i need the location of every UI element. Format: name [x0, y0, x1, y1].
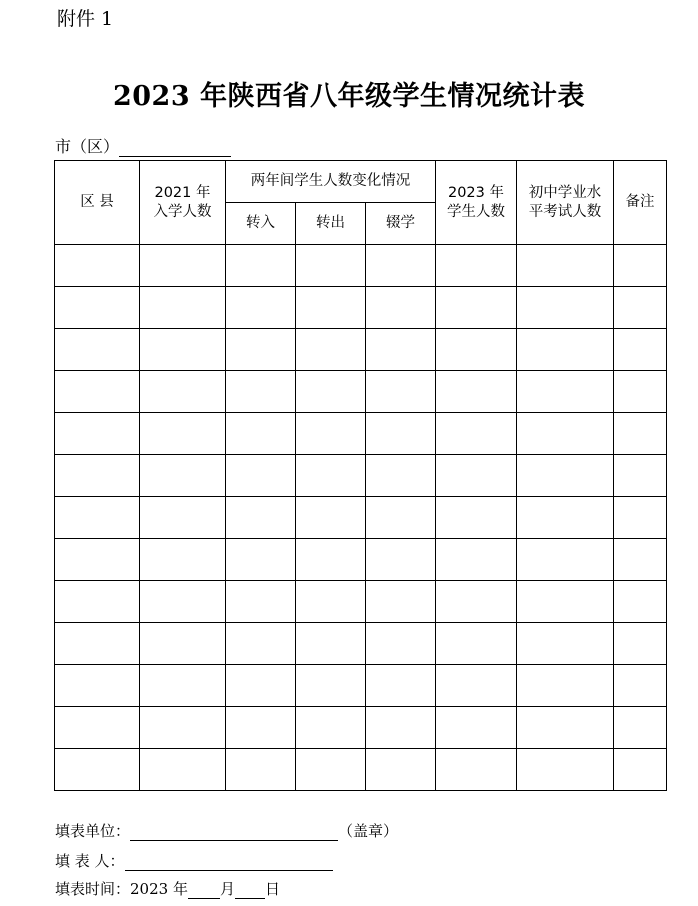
- table-row: [55, 371, 667, 413]
- table-cell[interactable]: [55, 539, 140, 581]
- table-cell[interactable]: [226, 287, 296, 329]
- table-cell[interactable]: [366, 539, 436, 581]
- header-enroll-2021-line1: 2021 年: [154, 184, 211, 201]
- table-cell[interactable]: [436, 749, 517, 791]
- statistics-table: [54, 160, 667, 791]
- table-cell[interactable]: [517, 749, 614, 791]
- table-cell[interactable]: [366, 371, 436, 413]
- table-cell[interactable]: [226, 245, 296, 287]
- table-cell[interactable]: [226, 623, 296, 665]
- day-blank-field[interactable]: [235, 883, 265, 899]
- table-cell[interactable]: [614, 623, 667, 665]
- page-title: 2023 年陕西省八年级学生情况统计表: [112, 81, 586, 112]
- table-cell[interactable]: [614, 329, 667, 371]
- header-district: 区 县: [55, 161, 140, 245]
- table-cell[interactable]: [366, 581, 436, 623]
- table-cell[interactable]: [140, 371, 226, 413]
- table-cell[interactable]: [55, 707, 140, 749]
- header-dropout: 辍学: [366, 203, 436, 245]
- table-cell[interactable]: [296, 287, 366, 329]
- table-row: [55, 539, 667, 581]
- table-cell[interactable]: [614, 371, 667, 413]
- table-cell[interactable]: [436, 371, 517, 413]
- table-cell[interactable]: [55, 581, 140, 623]
- table-cell[interactable]: [517, 413, 614, 455]
- table-cell[interactable]: [226, 707, 296, 749]
- table-cell[interactable]: [366, 623, 436, 665]
- header-enroll-2021: [140, 161, 226, 245]
- table-cell[interactable]: [296, 455, 366, 497]
- city-blank-field[interactable]: [119, 140, 231, 157]
- table-cell[interactable]: [296, 623, 366, 665]
- table-cell[interactable]: [226, 455, 296, 497]
- unit-blank-field[interactable]: [130, 825, 338, 841]
- table-cell[interactable]: [140, 497, 226, 539]
- table-cell[interactable]: [614, 455, 667, 497]
- table-row: [55, 497, 667, 539]
- table-cell[interactable]: [55, 623, 140, 665]
- table-row: [55, 749, 667, 791]
- footer-filler-line: [55, 850, 333, 871]
- table-row: [55, 623, 667, 665]
- table-cell[interactable]: [366, 665, 436, 707]
- table-cell[interactable]: [614, 581, 667, 623]
- table-cell[interactable]: [517, 665, 614, 707]
- table-cell[interactable]: [517, 707, 614, 749]
- table-cell[interactable]: [517, 581, 614, 623]
- table-cell[interactable]: [55, 665, 140, 707]
- table-cell[interactable]: [140, 581, 226, 623]
- header-remarks: 备注: [614, 161, 667, 245]
- table-cell[interactable]: [614, 497, 667, 539]
- table-row: [55, 455, 667, 497]
- table-cell[interactable]: [366, 329, 436, 371]
- table-cell[interactable]: [614, 413, 667, 455]
- table-cell[interactable]: [296, 413, 366, 455]
- unit-label: 填表单位：: [55, 822, 131, 840]
- table-cell[interactable]: [436, 539, 517, 581]
- table-cell[interactable]: [517, 245, 614, 287]
- table-cell[interactable]: [614, 287, 667, 329]
- attachment-label: 附件 1: [57, 8, 114, 30]
- header-students-2023: [436, 161, 517, 245]
- table-cell[interactable]: [296, 497, 366, 539]
- table-cell[interactable]: [436, 581, 517, 623]
- table-row: [55, 665, 667, 707]
- header-transfer-out: 转出: [296, 203, 366, 245]
- table-cell[interactable]: [436, 413, 517, 455]
- header-enroll-2021-line2: 入学人数: [153, 203, 212, 220]
- table-cell[interactable]: [366, 413, 436, 455]
- table-cell[interactable]: [226, 749, 296, 791]
- table-cell[interactable]: [55, 287, 140, 329]
- table-cell[interactable]: [296, 665, 366, 707]
- table-cell[interactable]: [366, 749, 436, 791]
- table-cell[interactable]: [436, 623, 517, 665]
- table-cell[interactable]: [614, 665, 667, 707]
- table-cell[interactable]: [517, 623, 614, 665]
- table-cell[interactable]: [296, 707, 366, 749]
- time-label: 填表时间：2023 年: [55, 880, 188, 898]
- table-cell[interactable]: [55, 749, 140, 791]
- table-cell[interactable]: [366, 707, 436, 749]
- header-students-2023-line2: 学生人数: [447, 203, 505, 220]
- city-label: 市（区）: [55, 137, 120, 156]
- table-cell[interactable]: [226, 581, 296, 623]
- header-exam-line1: 初中学业水: [528, 184, 602, 201]
- table-cell[interactable]: [140, 539, 226, 581]
- table-cell[interactable]: [296, 245, 366, 287]
- city-line: [55, 134, 231, 157]
- table-cell[interactable]: [140, 707, 226, 749]
- table-cell[interactable]: [226, 539, 296, 581]
- table-row: [55, 329, 667, 371]
- table-cell[interactable]: [55, 329, 140, 371]
- filler-blank-field[interactable]: [125, 855, 333, 871]
- table-cell[interactable]: [140, 665, 226, 707]
- month-label: 月: [219, 880, 235, 898]
- table-cell[interactable]: [436, 665, 517, 707]
- table-cell[interactable]: [226, 497, 296, 539]
- table-cell[interactable]: [366, 245, 436, 287]
- table-cell[interactable]: [436, 455, 517, 497]
- table-row: [55, 707, 667, 749]
- table-cell[interactable]: [140, 329, 226, 371]
- table-cell[interactable]: [140, 749, 226, 791]
- table-cell[interactable]: [436, 287, 517, 329]
- footer-unit-line: [55, 820, 398, 841]
- table-cell[interactable]: [55, 455, 140, 497]
- table-cell[interactable]: [296, 581, 366, 623]
- table-cell[interactable]: [436, 497, 517, 539]
- day-label: 日: [264, 880, 280, 898]
- header-change-group: 两年间学生人数变化情况: [226, 161, 436, 203]
- table-cell[interactable]: [366, 287, 436, 329]
- header-exam-count: [517, 161, 614, 245]
- table-cell[interactable]: [226, 413, 296, 455]
- table-cell[interactable]: [296, 329, 366, 371]
- table-cell[interactable]: [226, 329, 296, 371]
- table-row: [55, 287, 667, 329]
- table-cell[interactable]: [226, 665, 296, 707]
- table-cell[interactable]: [55, 245, 140, 287]
- table-cell[interactable]: [436, 329, 517, 371]
- table-cell[interactable]: [614, 749, 667, 791]
- table-cell[interactable]: [614, 707, 667, 749]
- table-row: [55, 413, 667, 455]
- table-cell[interactable]: [366, 455, 436, 497]
- table-row: [55, 581, 667, 623]
- table-cell[interactable]: [140, 455, 226, 497]
- table-cell[interactable]: [296, 371, 366, 413]
- table-cell[interactable]: [614, 245, 667, 287]
- table-cell[interactable]: [140, 623, 226, 665]
- table-cell[interactable]: [55, 371, 140, 413]
- table-cell[interactable]: [55, 413, 140, 455]
- table-cell[interactable]: [517, 371, 614, 413]
- table-cell[interactable]: [436, 245, 517, 287]
- table-cell[interactable]: [296, 539, 366, 581]
- table-cell[interactable]: [140, 245, 226, 287]
- filler-label: 填 表 人：: [55, 852, 125, 870]
- table-cell[interactable]: [140, 413, 226, 455]
- footer-time-line: [55, 878, 280, 899]
- header-students-2023-line1: 2023 年: [447, 184, 504, 201]
- table-cell[interactable]: [436, 707, 517, 749]
- seal-label: （盖章）: [338, 822, 399, 840]
- table-cell[interactable]: [517, 455, 614, 497]
- table-cell[interactable]: [55, 497, 140, 539]
- table-cell[interactable]: [517, 287, 614, 329]
- table-cell[interactable]: [140, 287, 226, 329]
- table-cell[interactable]: [226, 371, 296, 413]
- table-cell[interactable]: [366, 497, 436, 539]
- table-cell[interactable]: [517, 497, 614, 539]
- table-cell[interactable]: [614, 539, 667, 581]
- table-cell[interactable]: [296, 749, 366, 791]
- month-blank-field[interactable]: [188, 883, 220, 899]
- table-cell[interactable]: [517, 329, 614, 371]
- table-cell[interactable]: [517, 539, 614, 581]
- header-exam-line2: 平考试人数: [528, 203, 602, 220]
- header-transfer-in: 转入: [226, 203, 296, 245]
- table-row: [55, 245, 667, 287]
